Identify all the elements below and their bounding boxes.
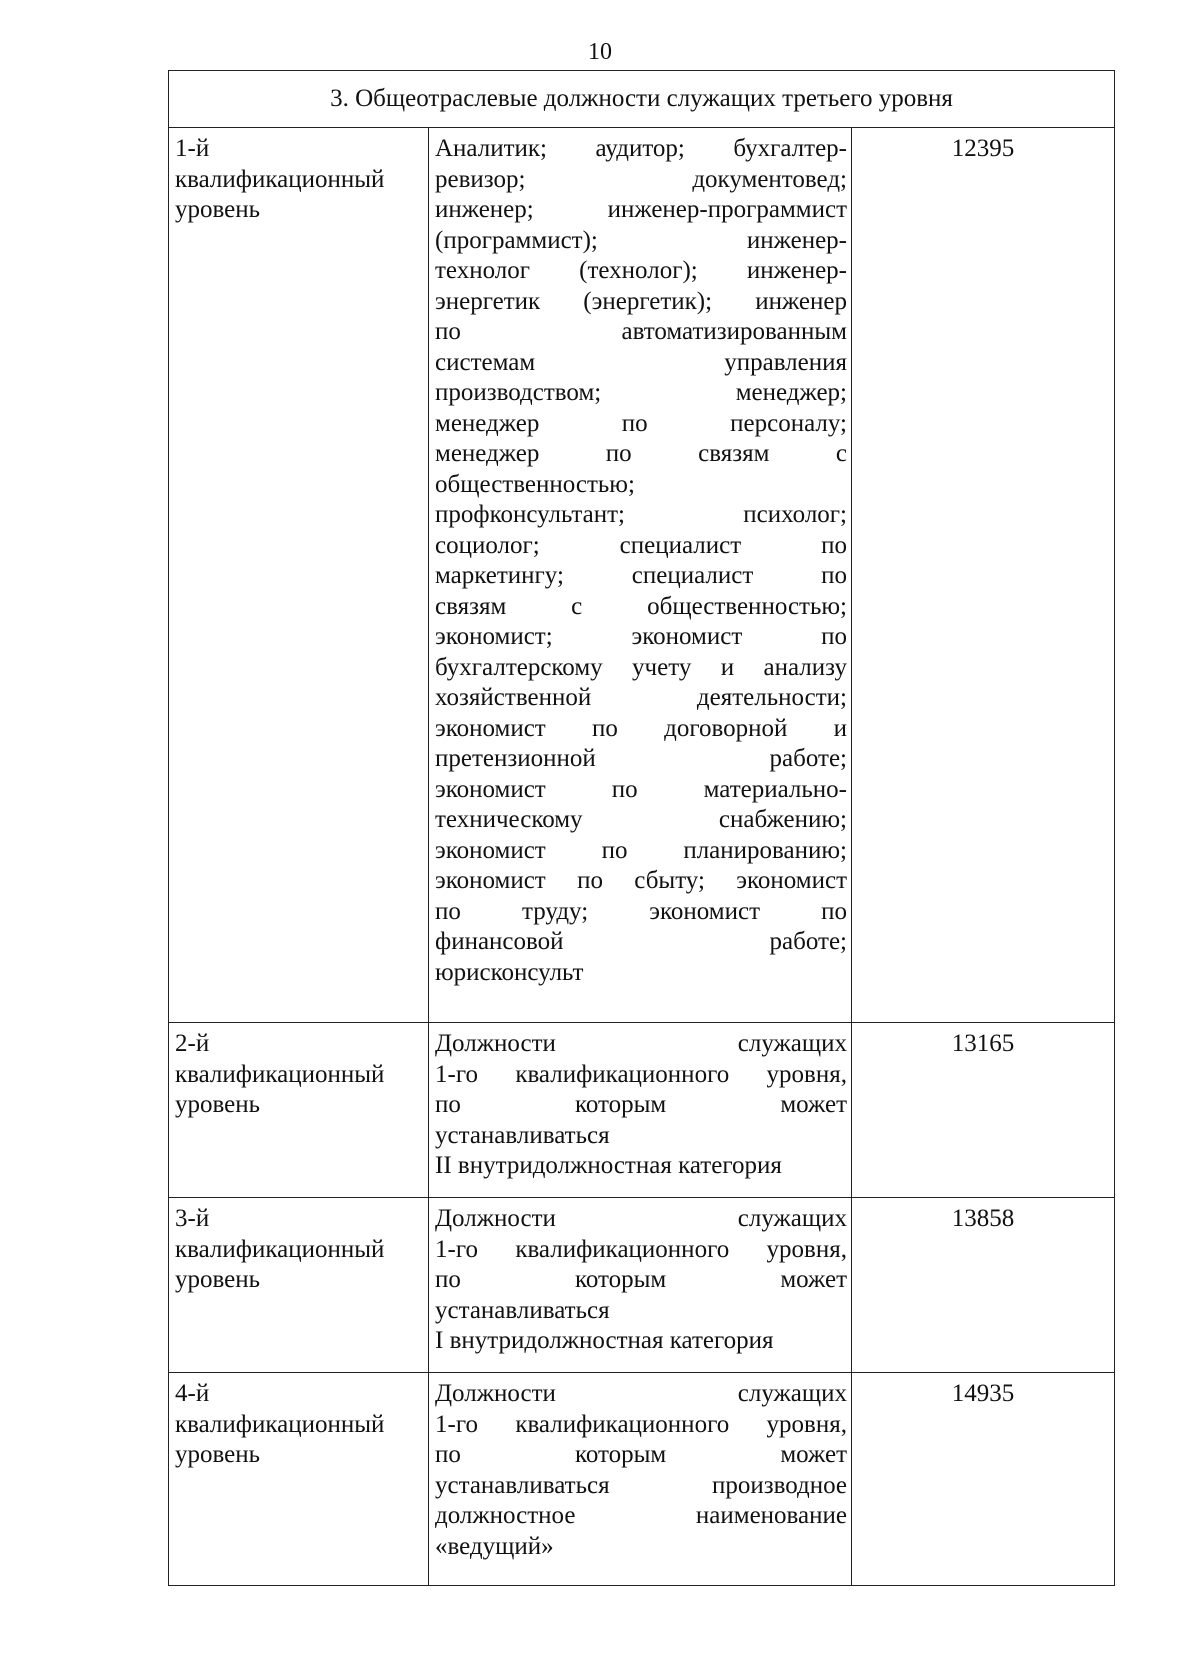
position-line: по которым может bbox=[435, 1441, 847, 1468]
position-line: маркетингу; специалист по bbox=[435, 562, 847, 589]
table-row bbox=[169, 1373, 1115, 1586]
position-line: экономист; экономист по bbox=[435, 623, 847, 650]
level-word: квалификационный bbox=[175, 1235, 385, 1263]
positions-cell bbox=[429, 1023, 852, 1198]
level-number: 1-й bbox=[175, 135, 210, 162]
table-row bbox=[169, 1198, 1115, 1373]
position-line: технолог (технолог); инженер- bbox=[435, 257, 847, 284]
position-line: устанавливаться производное bbox=[435, 1471, 847, 1499]
level-suffix: уровень bbox=[175, 1091, 261, 1118]
position-line: I внутридолжностная категория bbox=[435, 1327, 774, 1354]
position-line: экономист по договорной и bbox=[435, 714, 847, 742]
position-line: менеджер по связям с bbox=[435, 440, 847, 467]
position-line: по которым может bbox=[435, 1266, 847, 1293]
position-line: экономист по планированию; bbox=[435, 836, 847, 864]
position-line: инженер; инженер-программист bbox=[435, 196, 847, 223]
position-line: хозяйственной деятельности; bbox=[435, 684, 847, 711]
position-line: по труду; экономист по bbox=[435, 897, 847, 925]
qualification-table bbox=[168, 70, 1115, 1586]
level-number: 3-й bbox=[175, 1205, 210, 1232]
level-number: 2-й bbox=[175, 1030, 210, 1057]
position-line: энергетик (энергетик); инженер bbox=[435, 287, 847, 315]
position-line: профконсультант; психолог; bbox=[435, 501, 847, 528]
position-line: 1-го квалификационного уровня, bbox=[435, 1410, 847, 1438]
position-line: социолог; специалист по bbox=[435, 531, 847, 559]
position-line: Должности служащих bbox=[435, 1205, 847, 1232]
position-line: экономист по материально- bbox=[435, 775, 847, 803]
position-line: юрисконсульт bbox=[435, 958, 584, 986]
section-header-row bbox=[169, 71, 1115, 128]
level-suffix: уровень bbox=[175, 1441, 261, 1468]
position-line: 1-го квалификационного уровня, bbox=[435, 1060, 847, 1088]
level-suffix: уровень bbox=[175, 1266, 261, 1293]
section-title: 3. Общеотраслевые должности служащих третьего уровня bbox=[169, 71, 1115, 128]
qualification-level-cell bbox=[169, 1023, 429, 1198]
position-line: устанавливаться bbox=[435, 1121, 610, 1149]
position-line: по которым может bbox=[435, 1091, 847, 1118]
position-line: устанавливаться bbox=[435, 1296, 610, 1324]
position-line: техническому снабжению; bbox=[435, 806, 847, 833]
salary-cell: 12395 bbox=[852, 128, 1115, 1023]
position-line: «ведущий» bbox=[435, 1532, 554, 1560]
qualification-level-cell bbox=[169, 1198, 429, 1373]
level-word: квалификационный bbox=[175, 1410, 385, 1438]
level-number: 4-й bbox=[175, 1380, 210, 1407]
position-line: Аналитик; аудитор; бухгалтер- bbox=[435, 135, 847, 162]
position-line: общественностью; bbox=[435, 470, 635, 498]
position-line: (программист); инженер- bbox=[435, 226, 847, 254]
salary-cell: 14935 bbox=[852, 1373, 1115, 1586]
qualification-level-cell bbox=[169, 1373, 429, 1586]
position-line: должностное наименование bbox=[435, 1502, 847, 1529]
salary-cell: 13165 bbox=[852, 1023, 1115, 1198]
positions-cell bbox=[429, 1373, 852, 1586]
position-line: Должности служащих bbox=[435, 1380, 847, 1407]
level-word: квалификационный bbox=[175, 165, 385, 193]
position-line: ревизор; документовед; bbox=[435, 165, 847, 193]
qualification-level-cell bbox=[169, 128, 429, 1023]
level-suffix: уровень bbox=[175, 196, 261, 223]
position-line: по автоматизированным bbox=[435, 318, 847, 345]
position-line: связям с общественностью; bbox=[435, 592, 847, 620]
position-line: 1-го квалификационного уровня, bbox=[435, 1235, 847, 1263]
position-line: претензионной работе; bbox=[435, 745, 847, 772]
positions-cell bbox=[429, 1198, 852, 1373]
position-line: бухгалтерскому учету и анализу bbox=[435, 653, 847, 681]
page-number: 10 bbox=[588, 39, 612, 65]
position-line: системам управления bbox=[435, 348, 847, 376]
salary-cell: 13858 bbox=[852, 1198, 1115, 1373]
level-word: квалификационный bbox=[175, 1060, 385, 1088]
table-row bbox=[169, 128, 1115, 1023]
positions-cell bbox=[429, 128, 852, 1023]
position-line: финансовой работе; bbox=[435, 928, 847, 955]
position-line: II внутридолжностная категория bbox=[435, 1152, 782, 1179]
position-line: экономист по сбыту; экономист bbox=[435, 867, 847, 894]
position-line: производством; менеджер; bbox=[435, 379, 847, 406]
position-line: менеджер по персоналу; bbox=[435, 409, 847, 437]
position-line: Должности служащих bbox=[435, 1030, 847, 1057]
table-row bbox=[169, 1023, 1115, 1198]
